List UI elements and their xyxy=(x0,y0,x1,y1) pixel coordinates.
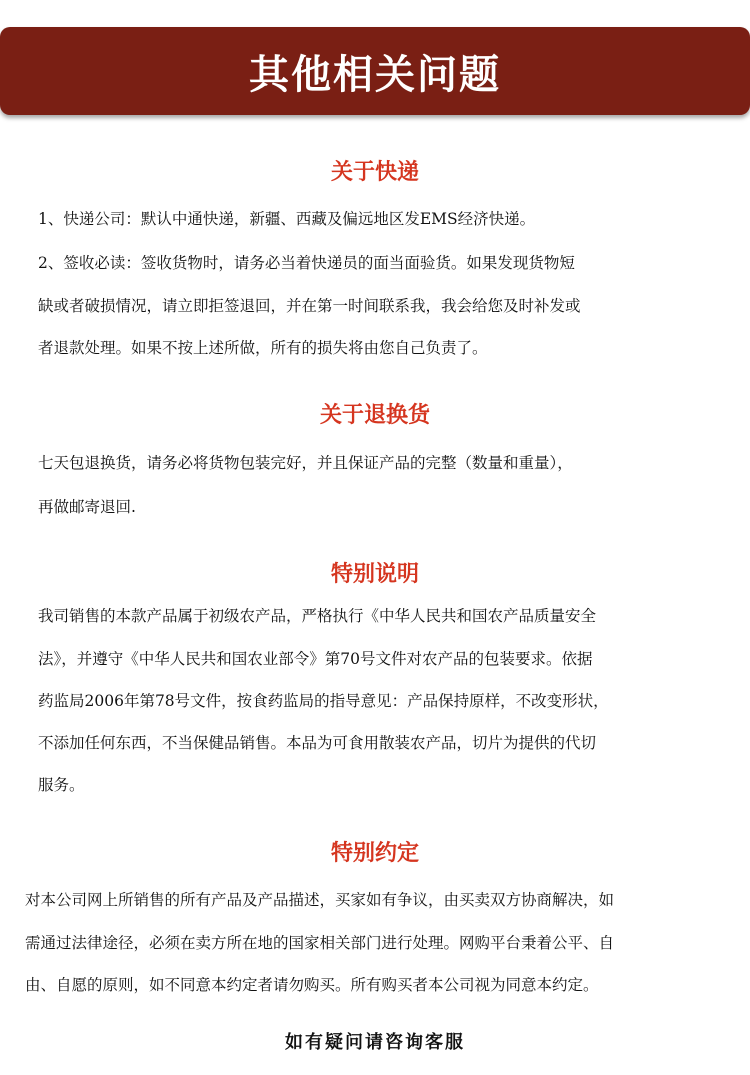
special-note-line-4: 不添加任何东西，不当保健品销售。本品为可食用散装农产品，切片为提供的代切 xyxy=(38,734,597,752)
contact-service-note: 如有疑问请咨询客服 xyxy=(285,1032,465,1053)
special-note-line-3: 药监局2006年第78号文件，按食药监局的指导意见：产品保持原样，不改变形状， xyxy=(38,692,609,710)
returns-line-2: 再做邮寄退回. xyxy=(38,498,136,516)
section-heading-special-agreement: 特别约定 xyxy=(330,840,419,866)
special-note-line-5: 服务。 xyxy=(38,776,85,794)
delivery-line-1: 1、快递公司：默认中通快递，新疆、西藏及偏远地区发EMS经济快递。 xyxy=(38,210,536,228)
section-heading-returns: 关于退换货 xyxy=(319,402,430,428)
delivery-line-2: 2、签收必读：签收货物时，请务必当着快递员的面当面验货。如果发现货物短 xyxy=(38,254,575,272)
section-heading-special-note: 特别说明 xyxy=(330,561,419,587)
delivery-line-3: 缺或者破损情况，请立即拒签退回，并在第一时间联系我，我会给您及时补发或 xyxy=(38,297,581,315)
special-note-line-1: 我司销售的本款产品属于初级农产品，严格执行《中华人民共和国农产品质量安全 xyxy=(38,607,597,625)
special-note-line-2: 法》，并遵守《中华人民共和国农业部令》第70号文件对农产品的包装要求。依据 xyxy=(38,650,593,668)
agreement-line-1: 对本公司网上所销售的所有产品及产品描述，买家如有争议，由买卖双方协商解决，如 xyxy=(25,891,615,909)
agreement-line-3: 由、自愿的原则，如不同意本约定者请勿购买。所有购买者本公司视为同意本约定。 xyxy=(25,976,599,994)
agreement-line-2: 需通过法律途径，必须在卖方所在地的国家相关部门进行处理。网购平台秉着公平、自 xyxy=(25,934,615,952)
page-title: 其他相关问题 xyxy=(249,51,501,98)
returns-line-1: 七天包退换货，请务必将货物包装完好，并且保证产品的完整（数量和重量）， xyxy=(38,454,573,472)
title-banner xyxy=(0,27,750,115)
section-heading-delivery: 关于快递 xyxy=(330,159,419,185)
delivery-line-4: 者退款处理。如果不按上述所做，所有的损失将由您自己负责了。 xyxy=(38,339,488,357)
